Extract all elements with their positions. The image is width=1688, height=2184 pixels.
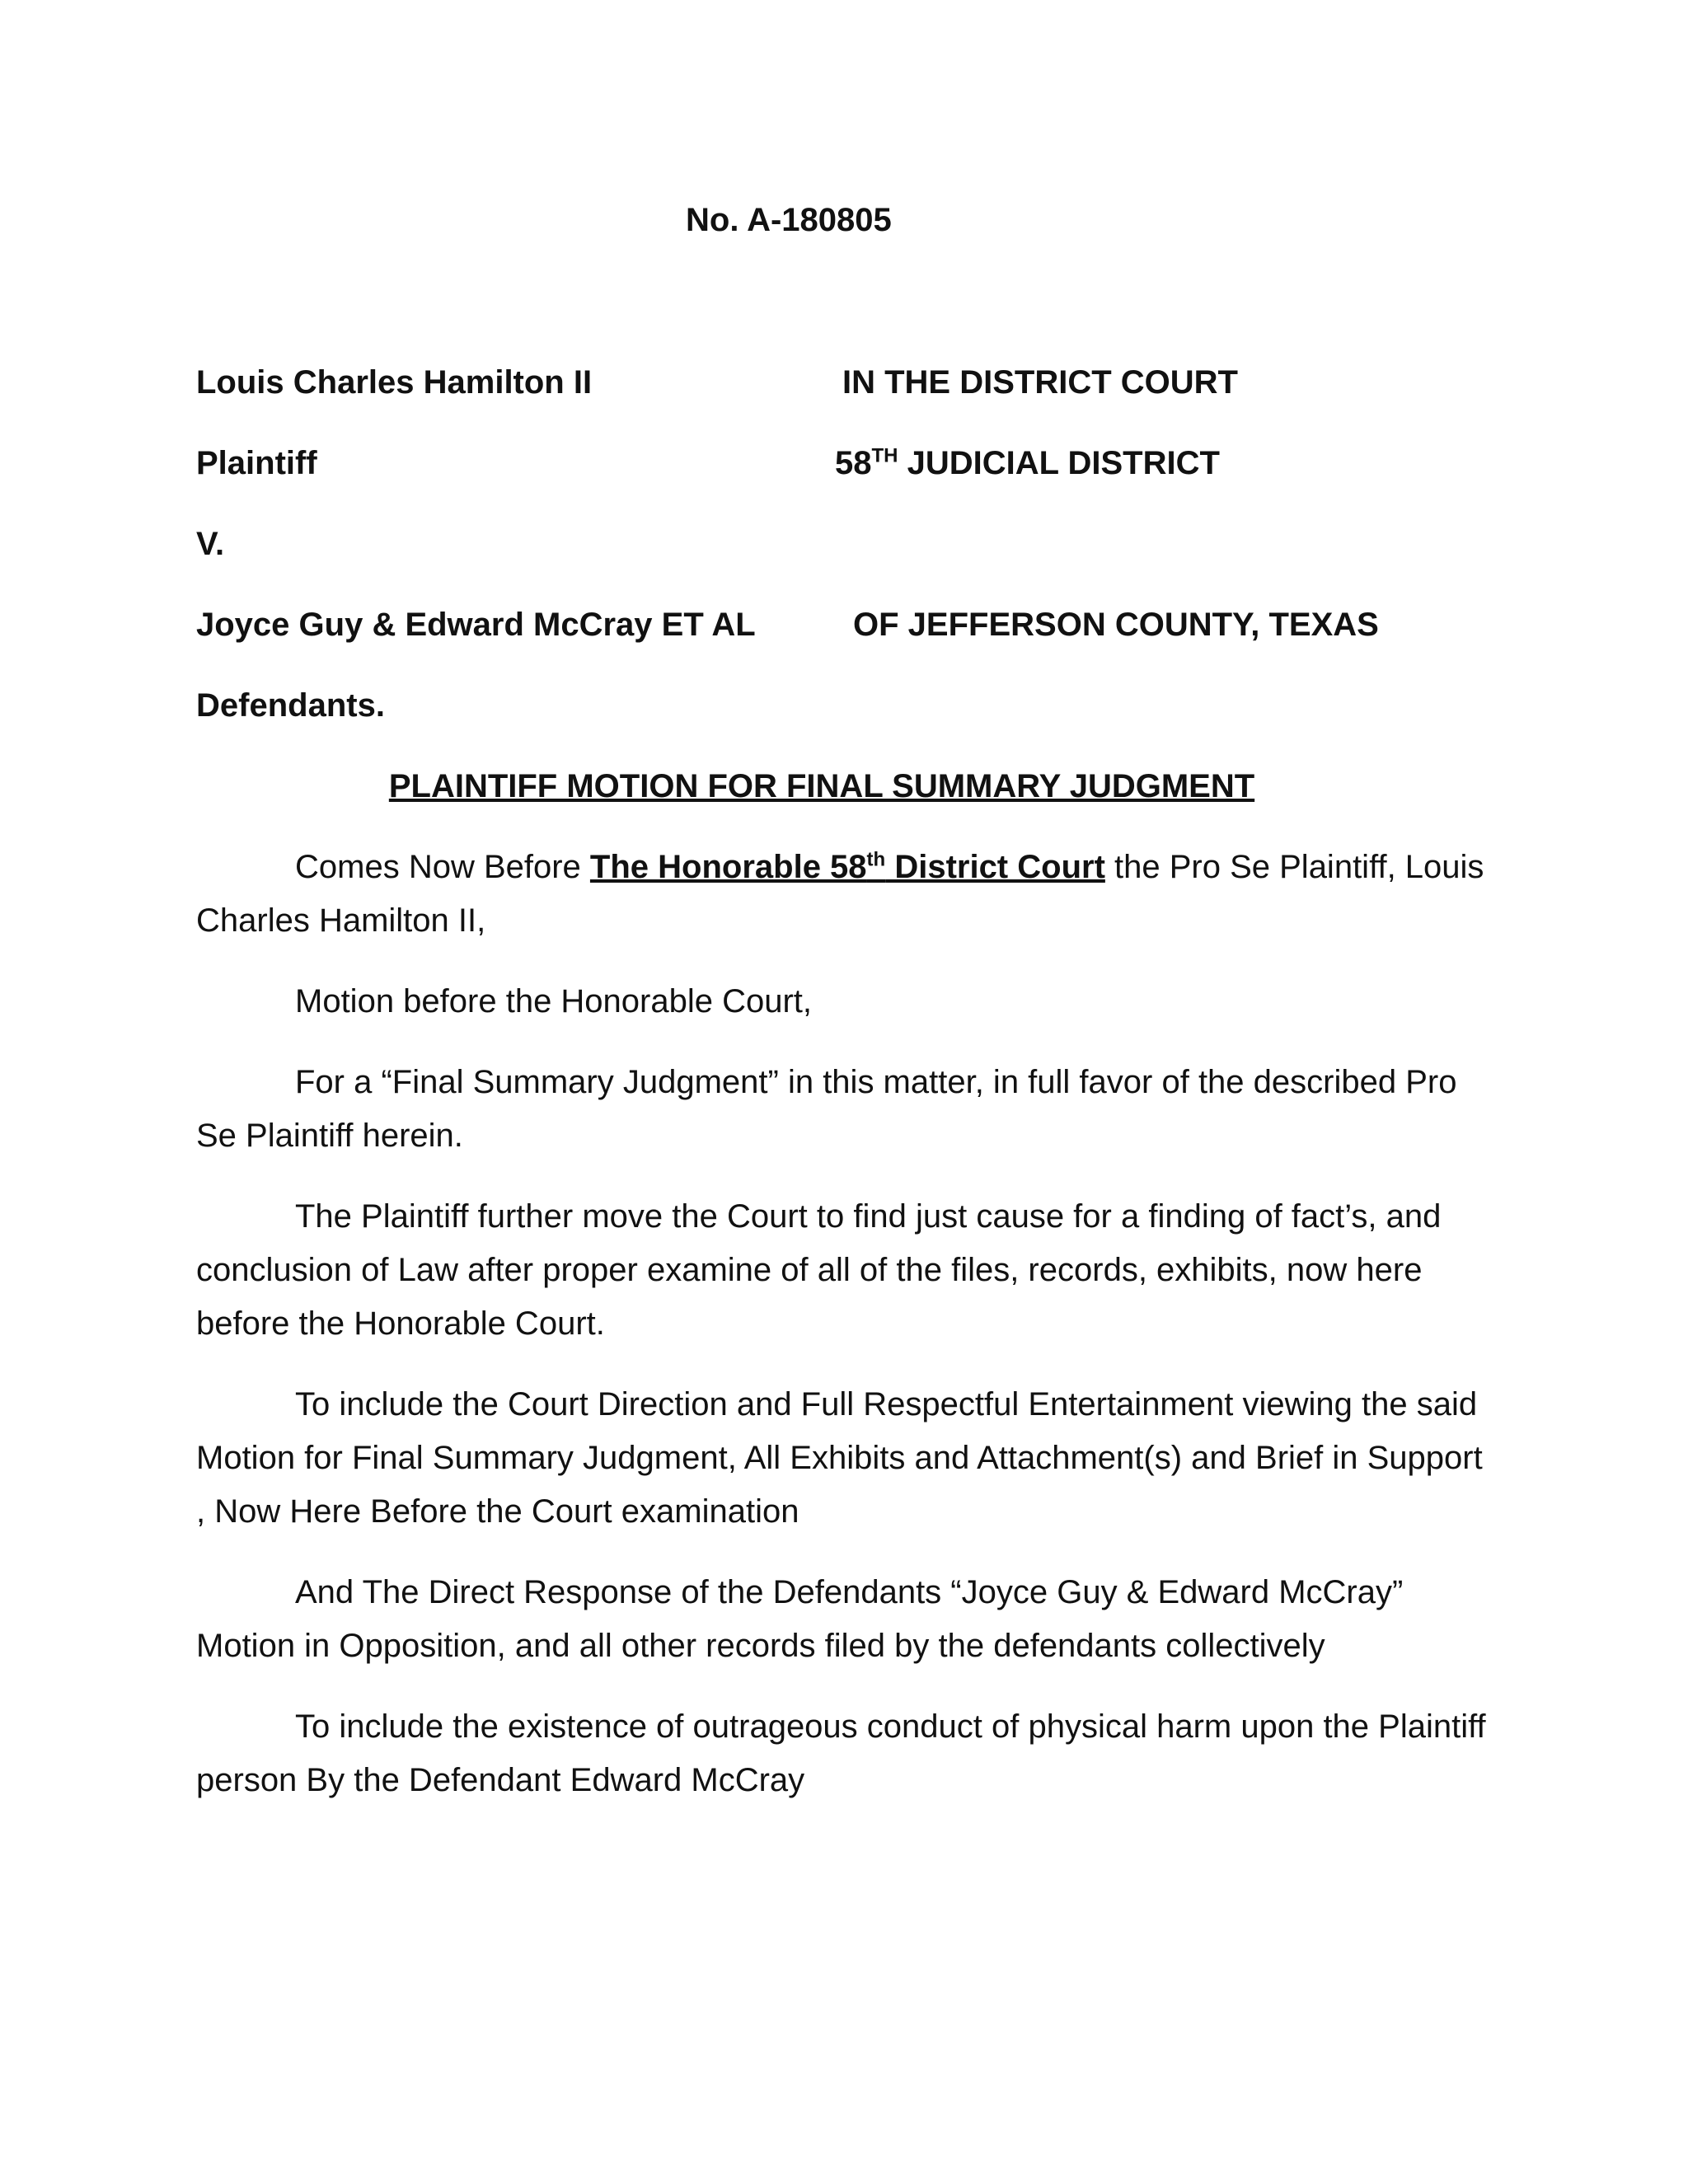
paragraph-4	[196, 1190, 1498, 1351]
defendant-name: Joyce Guy & Edward McCray ET AL	[196, 607, 756, 643]
court-line-2	[835, 443, 1220, 483]
court-line-2-number: 58	[835, 445, 872, 481]
plaintiff-label: Plaintiff	[196, 445, 317, 481]
court-reference-b: District Court	[885, 849, 1105, 885]
paragraph-3-text: For a “Final Summary Judgment” in this matter, in full favor of the described Pro Se Plaintiff herein.	[196, 1064, 1457, 1154]
document-title: PLAINTIFF MOTION FOR FINAL SUMMARY JUDGMENT	[388, 768, 1255, 804]
paragraph-6-text: And The Direct Response of the Defendants “Joyce Guy & Edward McCray” Motion in Opposition, and all other records filed by the defendants collectively	[196, 1574, 1404, 1664]
paragraph-5	[196, 1378, 1498, 1539]
court-line-1: IN THE DISTRICT COURT	[842, 364, 1238, 401]
court-line-2-rest: JUDICIAL DISTRICT	[898, 445, 1220, 481]
plaintiff-name: Louis Charles Hamilton II	[196, 364, 593, 401]
paragraph-7-text: To include the existence of outrageous conduct of physical harm upon the Plaintiff person By the Defendant Edward McCray	[196, 1708, 1486, 1798]
court-reference-a: The Honorable 58	[589, 849, 867, 885]
paragraph-6	[196, 1566, 1498, 1673]
motion-body	[196, 841, 1498, 948]
paragraph-1-intro: Comes Now Before	[295, 849, 590, 885]
court-line-3: OF JEFFERSON COUNTY, TEXAS	[853, 607, 1379, 643]
defendant-label: Defendants.	[196, 687, 385, 724]
paragraph-5-text: To include the Court Direction and Full Respectful Entertainment viewing the said Motion for Final Summary Judgment, All Exhibits and Attachment(s) and Brief in Support , Now Here Before the Court examination	[196, 1386, 1483, 1530]
court-reference	[590, 849, 1105, 885]
paragraph-3	[196, 1056, 1498, 1163]
paragraph-4-text: The Plaintiff further move the Court to find just cause for a finding of fact’s, and conclusion of Law after proper examine of all of the files, records, exhibits, now here before the Honorable Court.	[196, 1198, 1442, 1342]
paragraph-2	[196, 975, 1498, 1029]
paragraph-1-rest: the Pro Se Plaintiff, Louis Charles Hamilton II,	[196, 849, 1484, 939]
paragraph-7	[196, 1700, 1498, 1807]
court-line-2-superscript: TH	[871, 444, 898, 467]
case-number: No. A-180805	[686, 202, 892, 238]
paragraph-2-text: Motion before the Honorable Court,	[295, 983, 813, 1019]
versus-label: V.	[196, 526, 225, 562]
court-reference-superscript: th	[866, 848, 886, 871]
paragraph-1	[196, 841, 1498, 948]
